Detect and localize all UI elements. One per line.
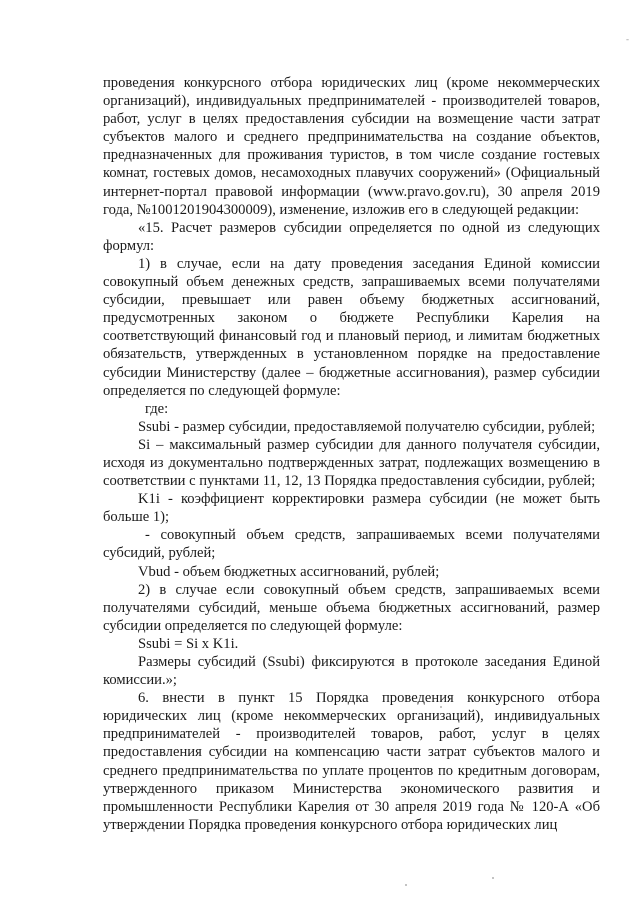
paragraph-k1i-definition: K1i - коэффициент корректировки размера субсидии (не может быть больше 1); xyxy=(103,491,600,526)
scan-speck xyxy=(440,706,442,708)
paragraph-formula: Ssubi = Si x K1i. xyxy=(138,635,239,652)
paragraph-vbud-definition: Vbud - объем бюджетных ассигнований, рублей; xyxy=(138,563,440,580)
paragraph-formula-heading: «15. Расчет размеров субсидии определяется по одной из следующих формул: xyxy=(103,219,600,254)
paragraph-protocol: Размеры субсидий (Ssubi) фиксируются в протоколе заседания Единой комиссии.»; xyxy=(103,654,600,689)
document-body xyxy=(103,74,600,834)
paragraph-case-1: 1) в случае, если на дату проведения заседания Единой комиссии совокупный объем денежных средств, запрашиваемых всеми получателями субсидии, превышает или равен объему бюджетных ассигнований, предусмотренных законом о бюджете Республики Карелия на соответствующий финансовый год и плановый период, и лимитам бюджетных обязательств, утвержденных в установленном порядке на предоставление субсидии Министерству (далее – бюджетные ассигнования), размер субсидии определяется по следующей формуле: xyxy=(103,255,600,399)
paragraph-where: где: xyxy=(145,400,169,417)
paragraph-total-volume-definition: - совокупный объем средств, запрашиваемых всеми получателями субсидий, рублей; xyxy=(103,527,600,562)
scan-speck xyxy=(405,884,407,886)
scan-speck xyxy=(492,877,494,879)
paragraph-intro: проведения конкурсного отбора юридических лиц (кроме некоммерческих организаций), индивидуальных предпринимателей - производителей товаров, работ, услуг в целях предоставления субсидии на возмещение части затрат субъектов малого и среднего предпринимательства на создание объектов, предназначенных для проживания туристов, в том числе создание гостевых комнат, гостевых домов, несамоходных плавучих сооружений» (Официальный интернет-портал правовой информации (www.pravo.gov.ru), 30 апреля 2019 года, №1001201904300009), изменение, изложив его в следующей редакции: xyxy=(103,75,600,218)
paragraph-ssubi-definition: Ssubi - размер субсидии, предоставляемой получателю субсидии, рублей; xyxy=(138,418,596,435)
paragraph-si-definition: Si – максимальный размер субсидии для данного получателя субсидии, исходя из документально подтвержденных затрат, подлежащих возмещению в соответствии с пунктами 11, 12, 13 Порядка предоставления субсидии, рублей; xyxy=(103,436,600,490)
paragraph-item-6: 6. внести в пункт 15 Порядка проведения конкурсного отбора юридических лиц (кроме некоммерческих организаций), индивидуальных предпринимателей - производителей товаров, работ, услуг в целях предоставления субсидии на компенсацию части затрат субъектов малого и среднего предпринимательства по уплате процентов по кредитным договорам, утвержденного приказом Министерства экономического развития и промышленности Республики Карелия от 30 апреля 2019 года № 120-А «Об утверждении Порядка проведения конкурсного отбора юридических лиц xyxy=(103,690,600,833)
paragraph-case-2: 2) в случае если совокупный объем средств, запрашиваемых всеми получателями субсидий, меньше объема бюджетных ассигнований, размер субсидии определяется по следующей формуле: xyxy=(103,581,600,634)
margin-note: - xyxy=(626,34,629,44)
